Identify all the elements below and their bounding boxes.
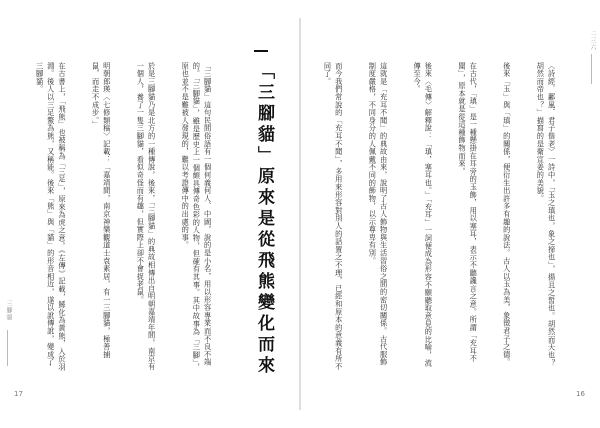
right-paragraph: 後來「玉」與「瑱」的關係，便衍生出許多有趣的說法。古人以玉為美，象徵君子之德。 xyxy=(502,62,512,367)
running-head-rule-right xyxy=(591,54,592,84)
running-head-rule-left xyxy=(7,330,8,366)
page-number-right: 16 xyxy=(576,390,585,398)
right-paragraph: 後來〈毛傳〉解釋說：「瑱，塞耳也。」「充耳」一詞便成為形容不願聽取意見的比喻，流傳至今。 xyxy=(413,62,434,367)
right-paragraph: 〈詩經．鄘風．君子偕老〉一詩中，「玉之瑱也，象之揥也」，揚且之皙也。胡然而天也？胡然而帝也？」描寫的是衛宣姜的美貌。 xyxy=(536,62,557,367)
right-paragraph: 在古代，「瑱」是一種懸掛在耳旁的玉飾，用以塞耳，表示不聽讒言之意。所謂「充耳不聞」，原本就是從這種飾物而來。 xyxy=(457,62,479,363)
left-paragraph: 在古書上，「飛熊」也被稱為「三足」，原來為虎之意。《左傳》記載，鯀化為黃熊，入於羽淵。後人以三足鱉為熊，又稱能。後來「熊」與「貓」的形音相近，遂以訛傳訛，變成了三腳貓。 xyxy=(35,62,67,371)
running-head-left: 三腳貓 xyxy=(5,300,12,321)
section-heading: 「三腳貓」原來是從飛熊變化而來 xyxy=(254,62,274,377)
right-paragraph: 這就是「充耳不聞」的典故由來，說明了古人飾物與生活習俗之間的密切關係。古代服飾制度嚴格，不同身分的人佩戴不同的飾物，以示尊卑有別。 xyxy=(368,62,389,367)
heading-mark xyxy=(254,50,268,58)
left-paragraph: 「三腳貓」這句民間俗語有一個何義何人、中國，說的是小名，用以形容專業而不良不端的。「三腳貓」，雖是歷史上一個頗具傳奇色彩的人物，但確有其事。其中故事為「三腳」，原也並不是難被人發現的，難以考證傳中的出處的事。 xyxy=(181,62,213,371)
left-paragraph: 明朝郎瑛〈七修類稿〉記載：「嘉靖間，南京神樂觀道士袁素居，有一三腳貓，極善捕鼠，而走不成步。」 xyxy=(91,62,112,359)
right-paragraph: 而今我們常說的「充耳不聞」，多用來形容對別人的話置之不理，已經和原本的意義有所不同了。 xyxy=(323,62,344,371)
left-paragraph: 於是三腳貓乃是北方的一種傳說，後來，「三腳貓」的典故相傳出自明朝嘉靖年間，南京有一個人，養了一隻三腳貓，看似奇怪而有趣，但實際上卻不會捉老鼠。 xyxy=(136,62,157,371)
running-head-right: 二三六 xyxy=(589,30,596,51)
book-gutter xyxy=(299,18,301,410)
right-page-body xyxy=(318,62,580,372)
page-number-left: 17 xyxy=(14,390,23,398)
left-page-body xyxy=(16,62,236,372)
